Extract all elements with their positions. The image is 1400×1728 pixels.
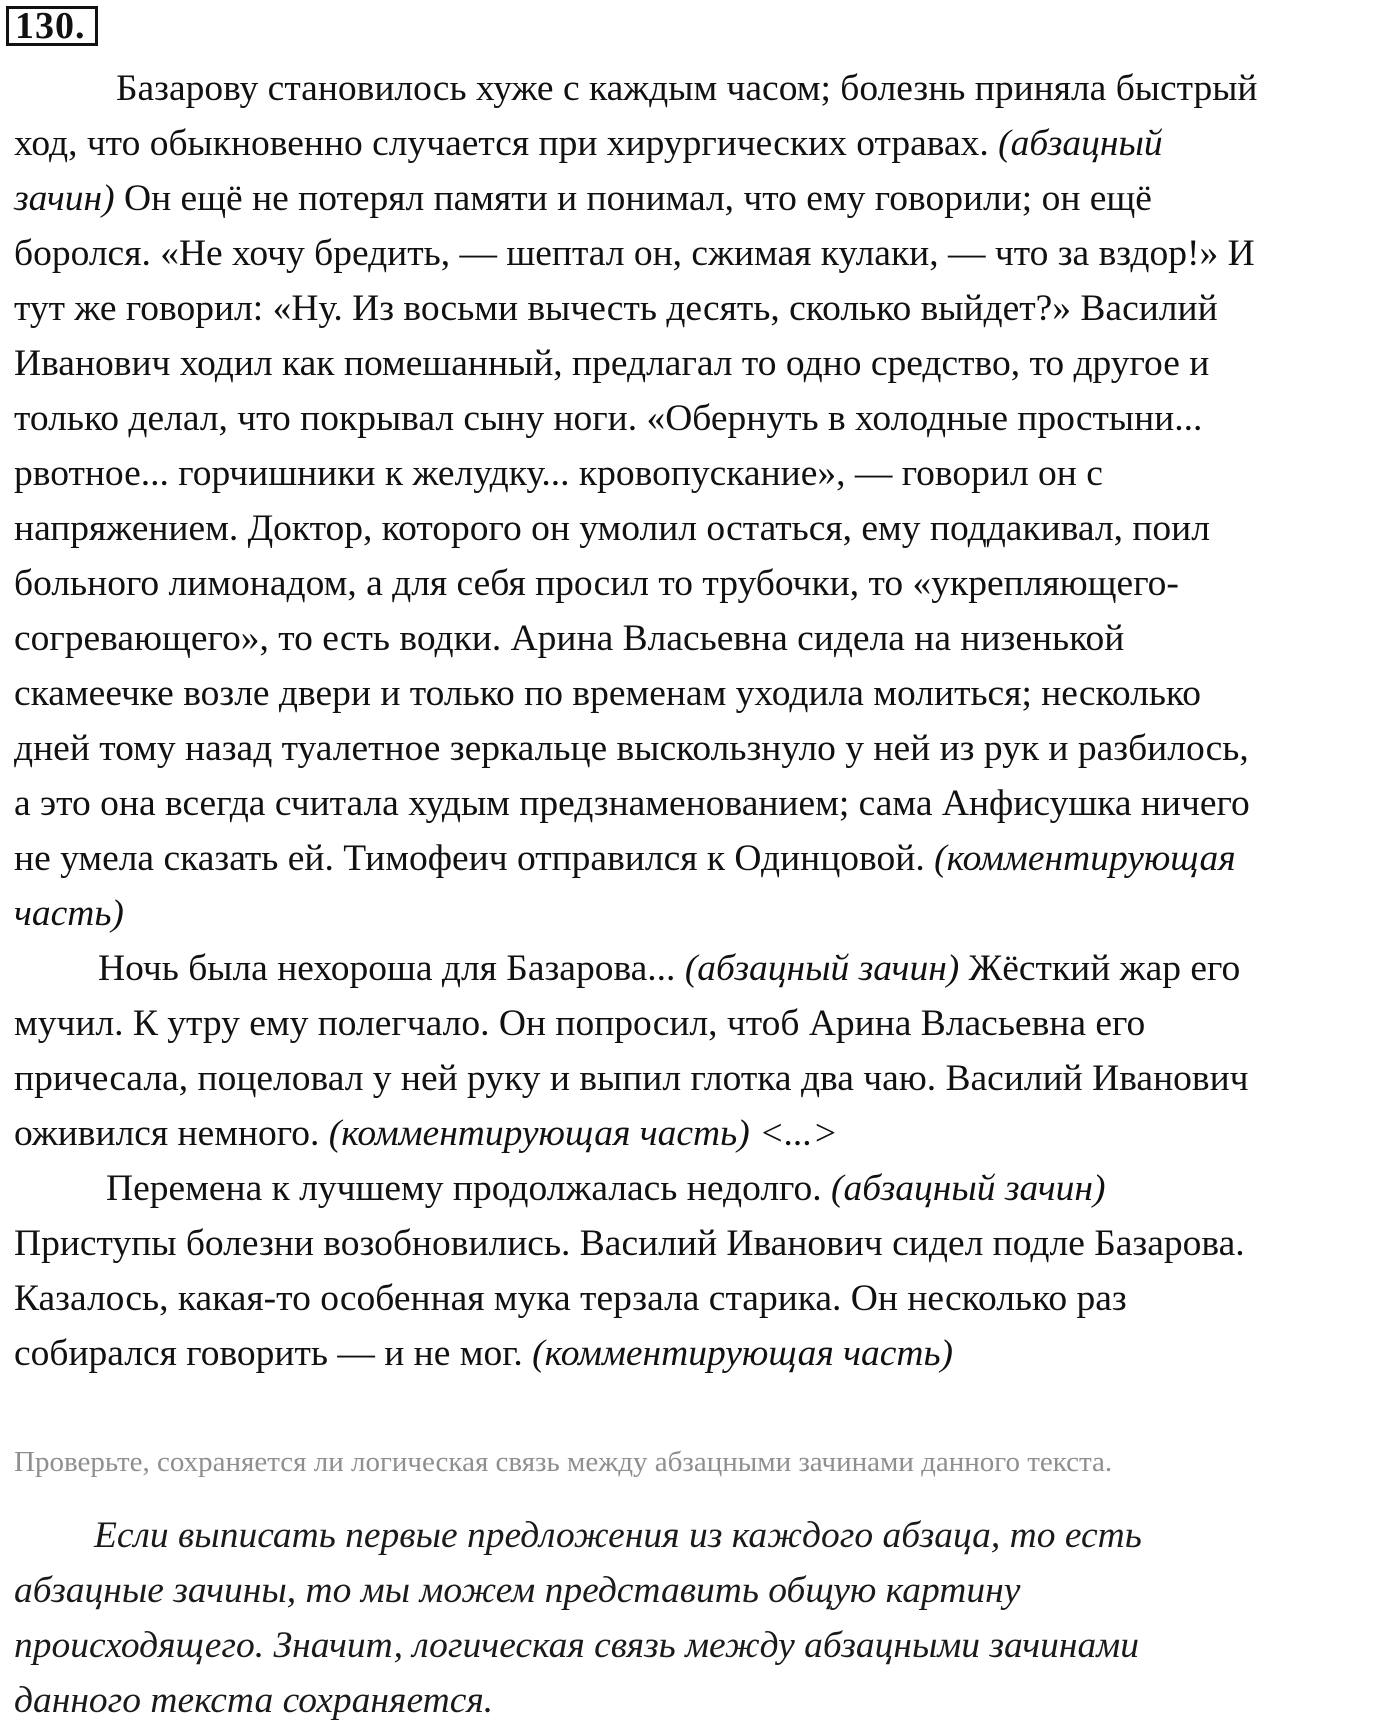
text-segment: дней тому назад туалетное зеркальце выскользнуло у ней из рук и разбилось, <box>14 728 1249 769</box>
text-segment: оживился немного. <box>14 1113 329 1154</box>
task-question: Проверьте, сохраняется ли логическая связь между абзацными зачинами данного текста. <box>14 1446 1113 1478</box>
text-line <box>14 886 1394 941</box>
text-segment: боролся. «Не хочу бредить, — шептал он, сжимая кулаки, — что за вздор!» И <box>14 233 1255 274</box>
text-line <box>14 721 1394 776</box>
text-line <box>14 171 1394 226</box>
text-segment: Он ещё не потерял памяти и понимал, что ему говорили; он ещё <box>114 178 1152 219</box>
text-line <box>14 556 1394 611</box>
text-segment: Иванович ходил как помешанный, предлагал то одно средство, то другое и <box>14 343 1210 384</box>
answer-text <box>14 1508 1394 1728</box>
text-line <box>14 1216 1394 1271</box>
text-segment: больного лимонадом, а для себя просил то трубочки, то «укрепляющего- <box>14 563 1179 604</box>
structure-note: (абзацный зачин) <box>831 1168 1106 1209</box>
answer-line: абзацные зачины, то мы можем представить общую картину <box>14 1570 1021 1611</box>
text-segment: только делал, что покрывал сыну ноги. «Обернуть в холодные простыни... <box>14 398 1203 439</box>
text-line <box>14 1051 1394 1106</box>
paragraph-1 <box>14 61 1394 941</box>
text-line <box>106 1161 1394 1216</box>
text-segment: собирался говорить — и не мог. <box>14 1333 533 1374</box>
structure-note: (абзацный зачин) <box>684 948 960 989</box>
text-line <box>14 116 1394 171</box>
text-segment: напряжением. Доктор, которого он умолил остаться, ему поддакивал, поил <box>14 508 1210 549</box>
answer-line: происходящего. Значит, логическая связь между абзацными зачинами <box>14 1625 1139 1666</box>
text-segment: Базарову становилось хуже с каждым часом; болезнь приняла быстрый <box>116 68 1258 109</box>
text-segment: не умела сказать ей. Тимофеич отправился к Одинцовой. <box>14 838 935 879</box>
text-segment: а это она всегда считала худым предзнаменованием; сама Анфисушка ничего <box>14 783 1250 824</box>
text-line <box>14 1106 1394 1161</box>
structure-note: (абзацный <box>998 123 1163 164</box>
text-segment: ход, что обыкновенно случается при хирургических отравах. <box>14 123 999 164</box>
text-line <box>14 336 1394 391</box>
excerpt-text <box>14 61 1394 1381</box>
answer-line: Если выписать первые предложения из каждого абзаца, то есть <box>94 1515 1142 1556</box>
text-line <box>14 666 1394 721</box>
text-segment: Казалось, какая-то особенная мука терзала старика. Он несколько раз <box>14 1278 1127 1319</box>
text-segment: мучил. К утру ему полегчало. Он попросил, чтоб Арина Власьевна его <box>14 1003 1146 1044</box>
text-line <box>14 391 1394 446</box>
answer-line: данного текста сохраняется. <box>14 1680 494 1721</box>
structure-note: (комментирующая часть) <...> <box>328 1113 838 1154</box>
text-line <box>14 996 1394 1051</box>
text-segment: Перемена к лучшему продолжалась недолго. <box>106 1168 831 1209</box>
text-line <box>14 281 1394 336</box>
text-segment: Ночь была нехороша для Базарова... <box>98 948 685 989</box>
text-line <box>14 1271 1394 1326</box>
text-line <box>14 776 1394 831</box>
text-line <box>116 61 1394 116</box>
text-segment: Приступы болезни возобновились. Василий Иванович сидел подле Базарова. <box>14 1223 1245 1264</box>
text-segment: рвотное... горчишники к желудку... кровопускание», — говорил он с <box>14 453 1103 494</box>
structure-note: зачин) <box>14 178 115 219</box>
text-segment: тут же говорил: «Ну. Из восьми вычесть десять, сколько выйдет?» Василий <box>14 288 1218 329</box>
structure-note: (комментирующая <box>934 838 1236 879</box>
text-line <box>14 611 1394 666</box>
text-segment: Жёсткий жар его <box>959 948 1241 989</box>
text-segment: причесала, поцеловал у ней руку и выпил глотка два чаю. Василий Иванович <box>14 1058 1249 1099</box>
text-line <box>14 446 1394 501</box>
text-line <box>14 1326 1394 1381</box>
text-line <box>14 831 1394 886</box>
structure-note: часть) <box>14 893 124 934</box>
text-line <box>14 226 1394 281</box>
paragraph-2 <box>14 941 1394 1161</box>
paragraph-3 <box>14 1161 1394 1381</box>
text-segment: согревающего», то есть водки. Арина Власьевна сидела на низенькой <box>14 618 1125 659</box>
text-line <box>14 501 1394 556</box>
text-segment: скамеечке возле двери и только по временам уходила молиться; несколько <box>14 673 1201 714</box>
exercise-number: 130. <box>6 6 98 46</box>
text-line <box>98 941 1394 996</box>
structure-note: (комментирующая часть) <box>532 1333 954 1374</box>
